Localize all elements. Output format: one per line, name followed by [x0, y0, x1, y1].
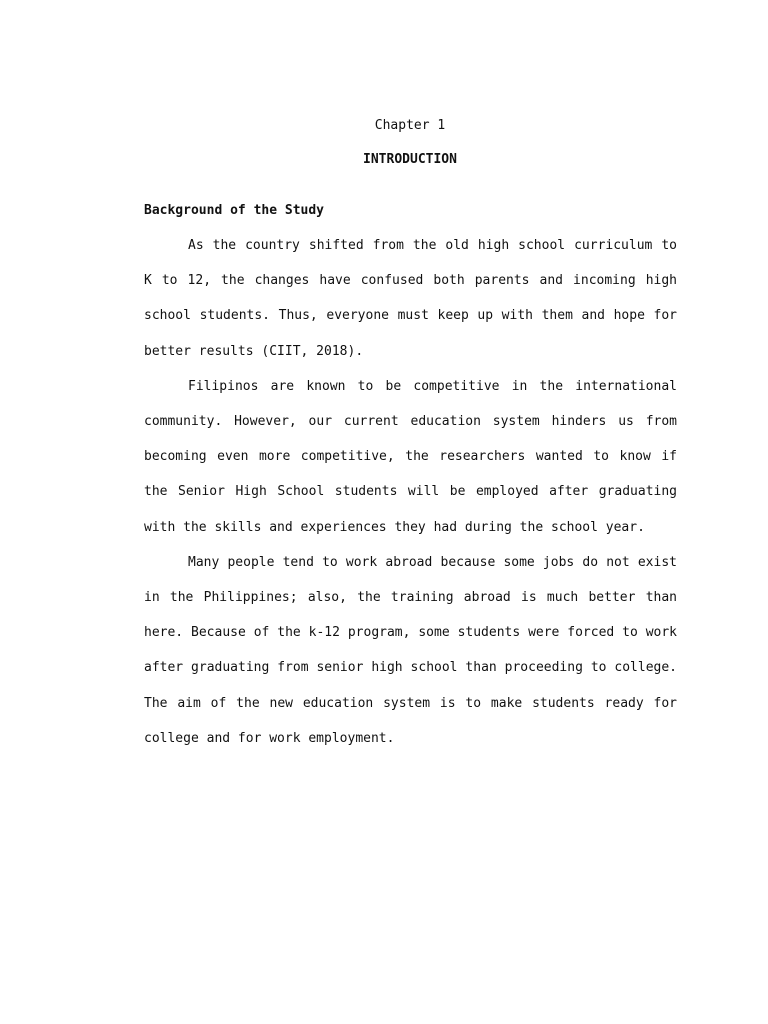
- chapter-number: Chapter 1: [374, 118, 446, 133]
- paragraph-3: Many people tend to work abroad because some jobs do not exist in the Philippines; also, the training abroad is much better than here. Because of the k-12 program, some students were forced to work after graduating from senior high school than proceeding to college. The aim of the new education system is to make students ready for college and for work employment.: [144, 554, 677, 746]
- body-text: [144, 228, 677, 756]
- chapter-title: INTRODUCTION: [363, 152, 457, 167]
- section-heading: Background of the Study: [144, 203, 325, 218]
- paragraph-1: As the country shifted from the old high school curriculum to K to 12, the changes have confused both parents and incoming high school students. Thus, everyone must keep up with them and hope for better results (CIIT, 2018).: [144, 238, 677, 359]
- paragraph-2: Filipinos are known to be competitive in the international community. However, our current education system hinders us from becoming even more competitive, the researchers wanted to know if the Senior High School students will be employed after graduating with the skills and experiences they had during the school year.: [144, 378, 677, 535]
